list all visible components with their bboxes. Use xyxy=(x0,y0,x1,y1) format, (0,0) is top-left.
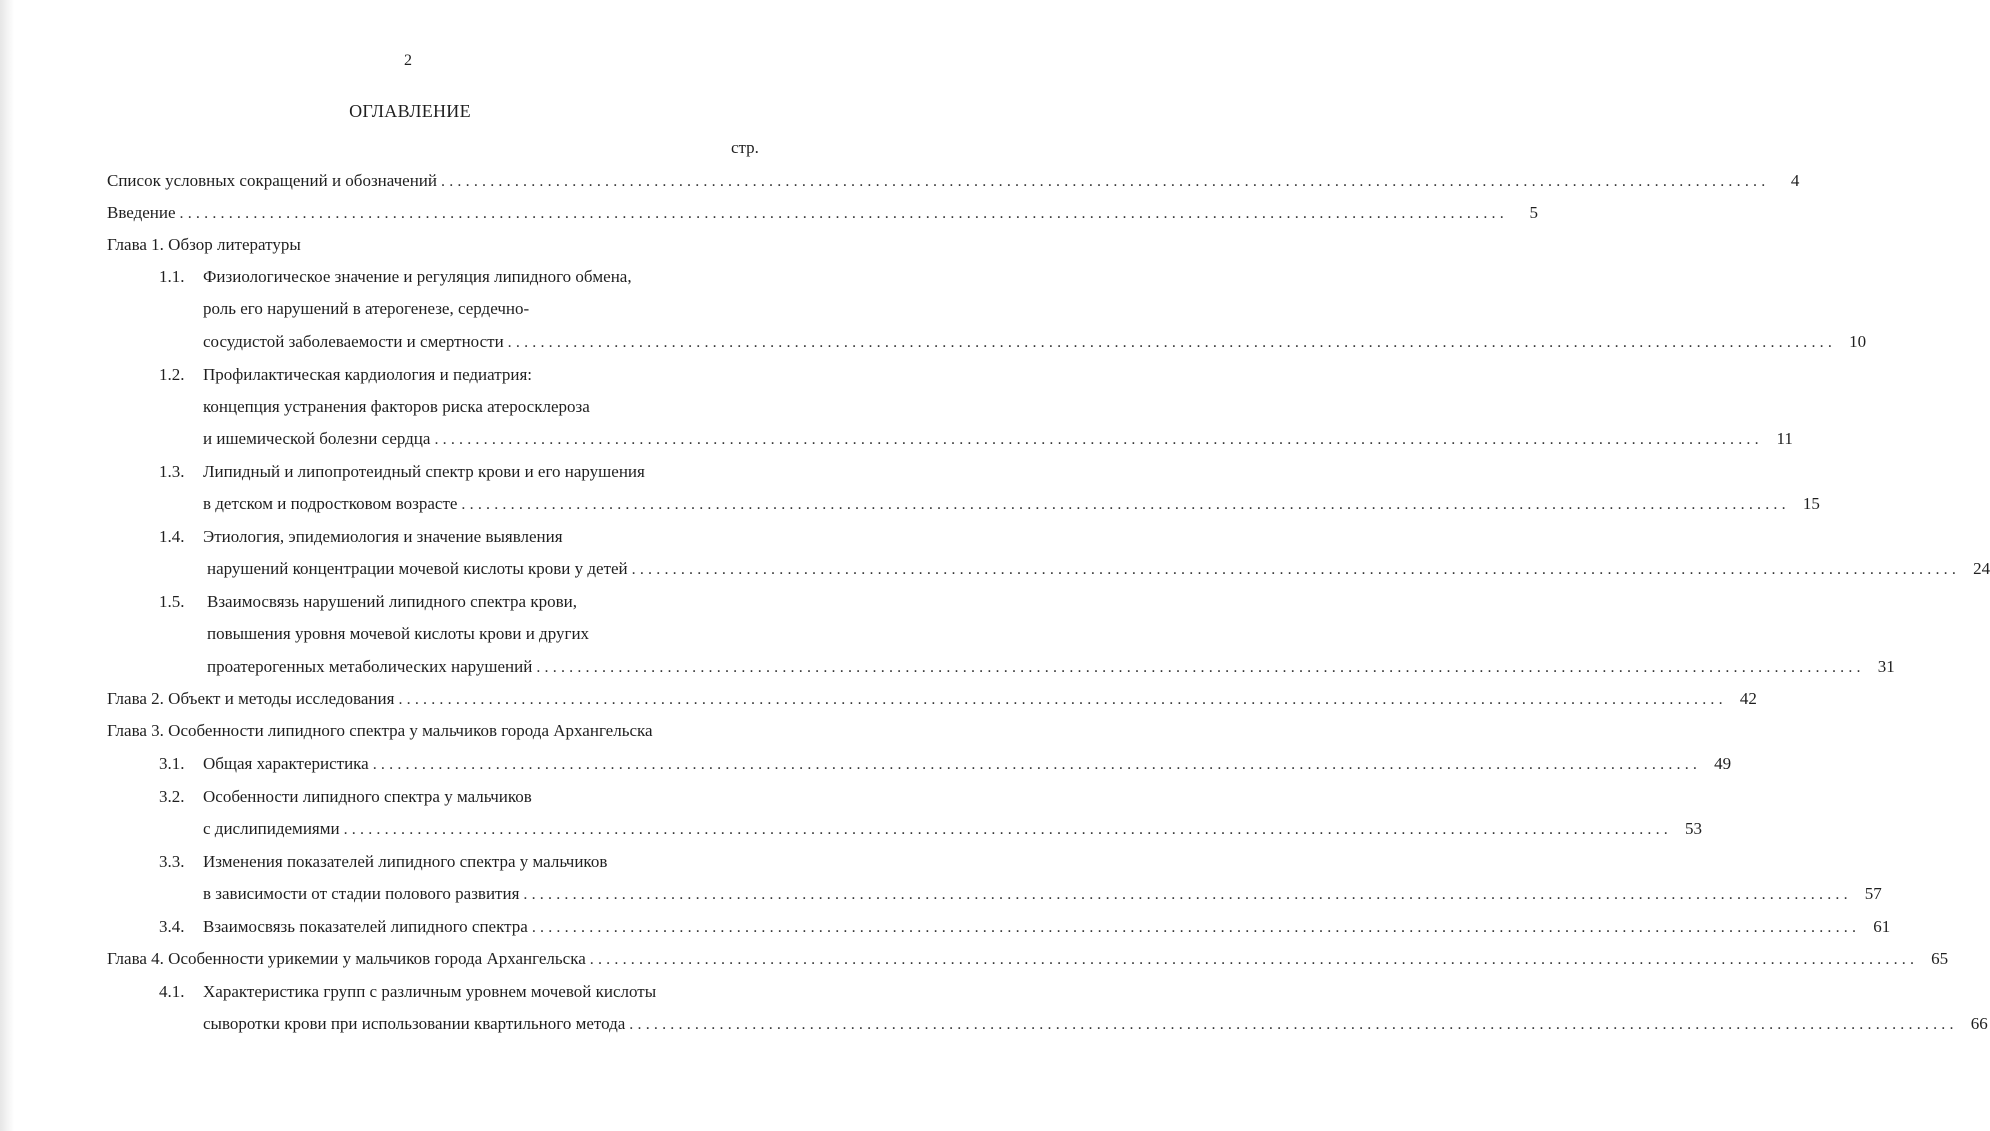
toc-section-1-5-line-2: повышения уровня мочевой кислоты крови и других xyxy=(207,624,590,643)
toc-section-3-2-line-1: Особенности липидного спектра у мальчиков xyxy=(203,787,532,806)
toc-entry-abbreviations: Список условных сокращений и обозначений .................................................................................................................................................................. 4 xyxy=(107,171,1800,190)
toc-section-1-3-line-1: Липидный и липопротеидный спектр крови и его нарушения xyxy=(203,462,645,481)
toc-section-1-3-line-2: в детском и подростковом возрасте .................................................................................................................................................................. 15 xyxy=(203,494,1820,513)
toc-section-number: 3.4. xyxy=(159,917,185,936)
toc-section-1-2-line-2: концепция устранения факторов риска атеросклероза xyxy=(203,397,590,416)
toc-section-3-1: Общая характеристика .................................................................................................................................................................. 49 xyxy=(203,754,1732,773)
toc-page-number: 24 xyxy=(1973,559,1990,578)
toc-section-number: 1.4. xyxy=(159,527,185,546)
toc-section-number: 4.1. xyxy=(159,982,185,1001)
toc-section-1-2-line-3: и ишемической болезни сердца .................................................................................................................................................................. 11 xyxy=(203,429,1793,448)
toc-section-number: 3.2. xyxy=(159,787,185,806)
toc-page-number: 42 xyxy=(1739,689,1757,708)
toc-section-1-5-line-1: Взаимосвязь нарушений липидного спектра крови, xyxy=(207,592,577,611)
toc-section-4-1-line-2: сыворотки крови при использовании квартильного метода .................................................................................................................................................................. 66 xyxy=(203,1014,1988,1033)
toc-section-number: 1.5. xyxy=(159,592,185,611)
toc-entry-introduction: Введение .................................................................................................................................................................. 5 xyxy=(107,203,1538,222)
toc-page-number: 53 xyxy=(1685,819,1702,838)
toc-section-number: 1.1. xyxy=(159,267,185,286)
toc-section-4-1-line-1: Характеристика групп с различным уровнем мочевой кислоты xyxy=(203,982,657,1001)
toc-chapter-1: Глава 1. Обзор литературы xyxy=(107,235,301,254)
toc-page-number: 5 xyxy=(1529,203,1538,222)
toc-section-1-5-line-3: проатерогенных метаболических нарушений .................................................................................................................................................................. 31 xyxy=(207,657,1895,676)
toc-section-3-3-line-2: в зависимости от стадии полового развития .................................................................................................................................................................. 57 xyxy=(203,884,1882,903)
toc-page-number: 61 xyxy=(1873,917,1891,936)
toc-section-1-2-line-1: Профилактическая кардиология и педиатрия: xyxy=(203,365,533,384)
page-number: 2 xyxy=(404,52,412,69)
toc-section-3-2-line-2: с дислипидемиями .................................................................................................................................................................. 53 xyxy=(203,819,1702,838)
toc-section-1-1-line-2: роль его нарушений в атерогенезе, сердечно- xyxy=(203,299,530,318)
toc-section-1-1-line-1: Физиологическое значение и регуляция липидного обмена, xyxy=(203,267,632,286)
page-title: ОГЛАВЛЕНИЕ xyxy=(349,101,471,121)
toc-section-number: 1.2. xyxy=(159,365,185,384)
page-column-label: стр. xyxy=(731,138,759,157)
toc-chapter-3: Глава 3. Особенности липидного спектра у мальчиков города Архангельска xyxy=(107,721,653,740)
toc-page-number: 66 xyxy=(1970,1014,1988,1033)
toc-section-number: 1.3. xyxy=(159,462,185,481)
toc-section-3-3-line-1: Изменения показателей липидного спектра у мальчиков xyxy=(203,852,608,871)
toc-section-1-1-line-3: сосудистой заболеваемости и смертности .................................................................................................................................................................. 10 xyxy=(203,332,1867,351)
toc-page-number: 10 xyxy=(1849,332,1867,351)
toc-section-number: 3.3. xyxy=(159,852,185,871)
toc-chapter-2: Глава 2. Объект и методы исследования .................................................................................................................................................................. 42 xyxy=(107,689,1757,708)
toc-page-number: 31 xyxy=(1877,657,1895,676)
toc-section-3-4: Взаимосвязь показателей липидного спектра .................................................................................................................................................................. 61 xyxy=(203,917,1891,936)
toc-section-1-4-line-2: нарушений концентрации мочевой кислоты крови у детей .................................................................................................................................................................. 24 xyxy=(207,559,1990,578)
toc-page-number: 4 xyxy=(1790,171,1800,190)
toc-chapter-4: Глава 4. Особенности урикемии у мальчиков города Архангельска .................................................................................................................................................................. 65 xyxy=(107,949,1949,968)
toc-section-1-4-line-1: Этиология, эпидемиология и значение выявления xyxy=(203,527,563,546)
toc-section-number: 3.1. xyxy=(159,754,185,773)
toc-page-number: 49 xyxy=(1714,754,1732,773)
toc-page-number: 65 xyxy=(1931,949,1949,968)
scan-edge-shadow xyxy=(0,0,14,1131)
toc-page-number: 15 xyxy=(1802,494,1820,513)
toc-page-number: 11 xyxy=(1776,429,1793,448)
toc-page-number: 57 xyxy=(1864,884,1882,903)
